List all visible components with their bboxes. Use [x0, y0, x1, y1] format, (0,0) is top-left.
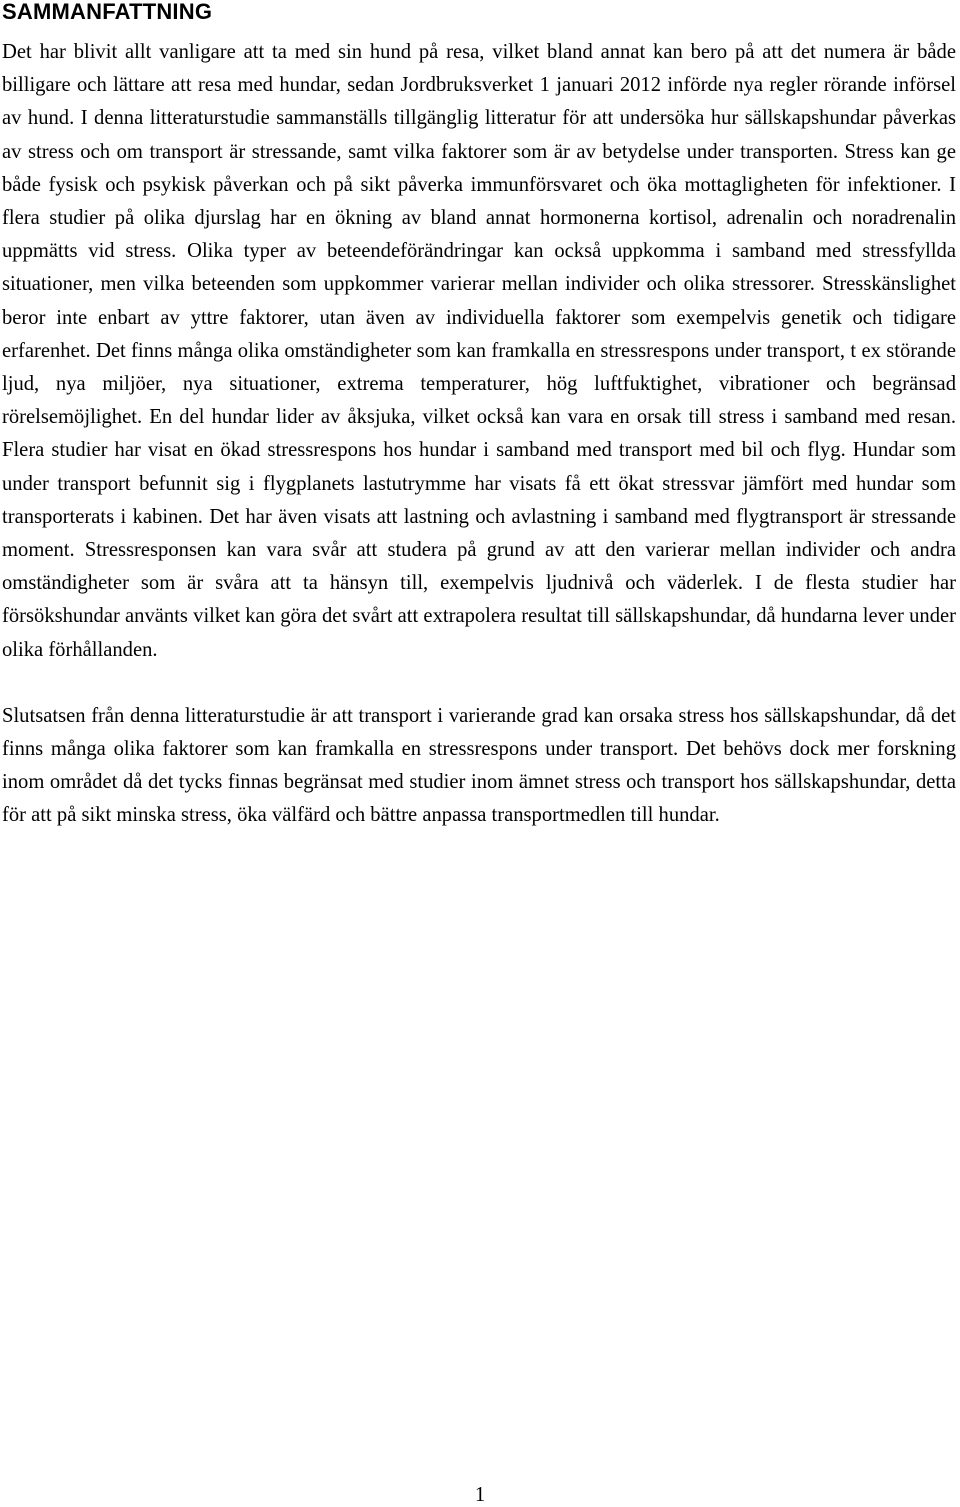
section-heading: SAMMANFATTNING — [2, 0, 213, 24]
summary-paragraph-2: Slutsatsen från denna litteraturstudie är att transport i varierande grad kan orsaka stress hos sällskapshundar, då det finns många olika faktorer som kan framkalla en stressrespons under transport. Det behövs dock mer forskning inom området då det tycks finnas begränsat med studier inom ämnet stress och transport hos sällskapshundar, detta för att på sikt minska stress, öka välfärd och bättre anpassa transportmedlen till hundar. — [2, 704, 956, 827]
summary-paragraph-1: Det har blivit allt vanligare att ta med sin hund på resa, vilket bland annat kan bero på att det numera är både billigare och lättare att resa med hundar, sedan Jordbruksverket 1 januari 2012 införde nya regler rörande införsel av hund. I denna litteraturstudie sammanställs tillgänglig litteratur för att undersöka hur sällskapshundar påverkas av stress och om transport är stressande, samt vilka faktorer som är av betydelse under transporten. Stress kan ge både fysisk och psykisk påverkan och på sikt påverka immunförsvaret och öka mottagligheten för infektioner. I flera studier på olika djurslag har en ökning av bland annat hormonerna kortisol, adrenalin och noradrenalin uppmätts vid stress. Olika typer av beteendeförändringar kan också uppkomma i samband med stressfyllda situationer, men vilka beteenden som uppkommer varierar mellan individer och olika stressorer. Stresskänslighet beror inte enbart av yttre faktorer, utan även av individuella faktorer som exempelvis genetik och tidigare erfarenhet. Det finns många olika omständigheter som kan framkalla en stressrespons under transport, t ex störande ljud, nya miljöer, nya situationer, extrema temperaturer, hög luftfuktighet, vibrationer och begränsad rörelsemöjlighet. En del hundar lider av åksjuka, vilket också kan vara en orsak till stress i samband med resan. Flera studier har visat en ökad stressrespons hos hundar i samband med transport med bil och flyg. Hundar som under transport befunnit sig i flygplanets lastutrymme har visats få ett ökat stressvar jämfört med hundar som transporterats i kabinen. Det har även visats att lastning och avlastning i samband med flygtransport är stressande moment. Stressresponsen kan vara svår att studera på grund av att den varierar mellan individer och andra omständigheter som är svåra att ta hänsyn till, exempelvis ljudnivå och väderlek. I de flesta studier har försökshundar använts vilket kan göra det svårt att extrapolera resultat till sällskapshundar, då hundarna lever under olika förhållanden. — [2, 41, 956, 661]
page-number: 1 — [474, 1484, 486, 1506]
